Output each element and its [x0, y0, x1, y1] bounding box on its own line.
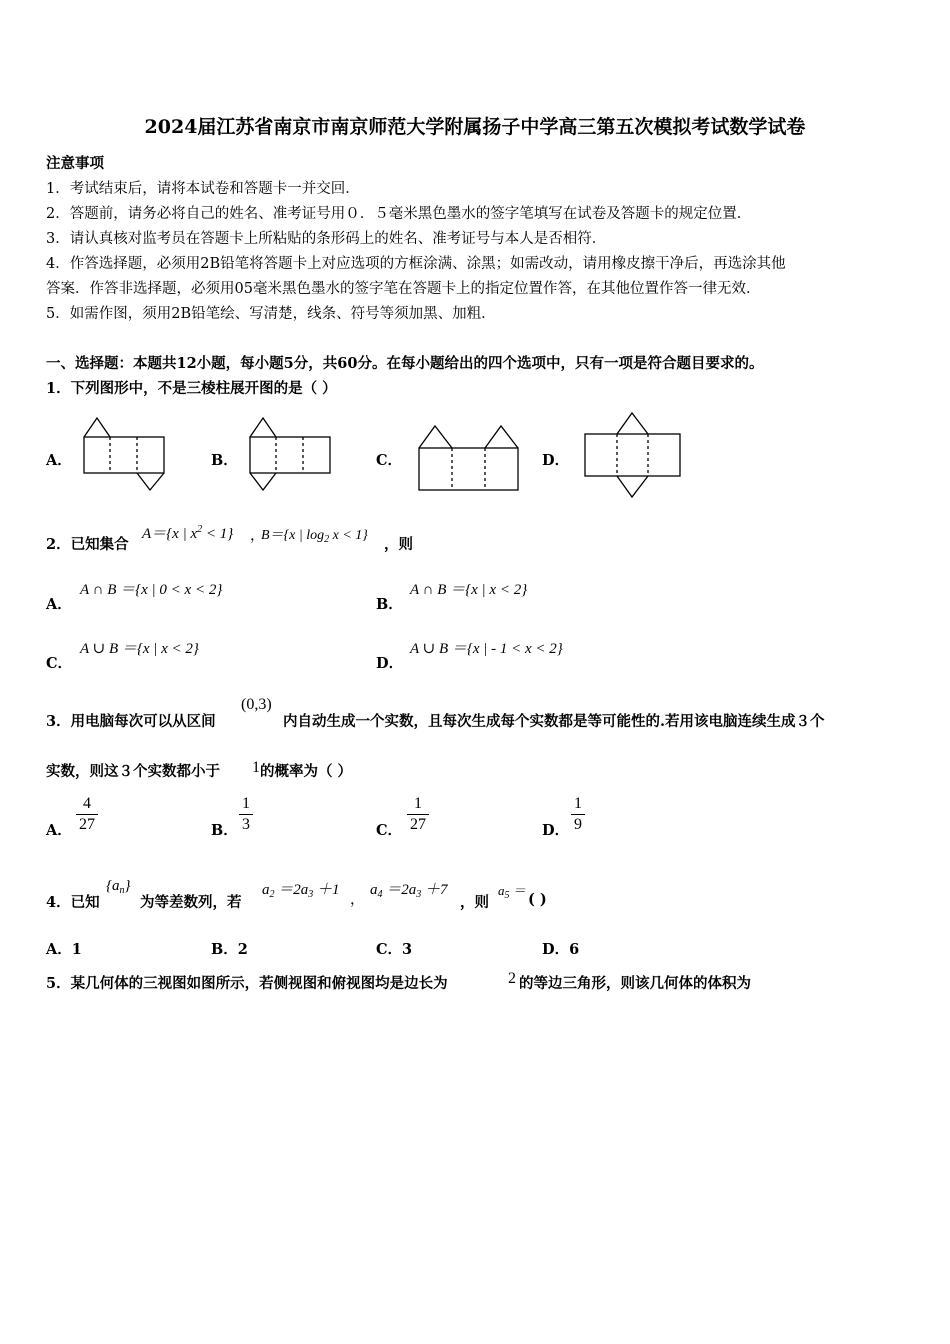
question-1-stem: 1．下列图形中，不是三棱柱展开图的是（ ）: [46, 380, 337, 397]
set-a-expression: A＝{x | $x^2 < 1$}: [142, 524, 234, 542]
q3-option-c-fraction: 1 27: [407, 794, 429, 835]
notice-item: 2．答题前，请务必将自己的姓名、准考证号用０．５毫米黑色墨水的签字笔填写在试卷及答题卡的规定位置．: [46, 206, 752, 222]
notice-item: 4．作答选择题，必须用2B铅笔将答题卡上对应选项的方框涂满、涂黑；如需改动，请用橡皮擦干净后，再选涂其他: [46, 256, 786, 272]
notice-item: 答案．作答非选择题，必须用05毫米黑色墨水的签字笔在答题卡上的指定位置作答，在其他位置作答一律无效．: [46, 281, 761, 297]
question-2-suffix: ，则: [384, 536, 413, 553]
question-3-line1-b: 内自动生成一个实数，且每次生成每个实数都是等可能性的.若用该电脑连续生成３个: [283, 713, 825, 730]
question-4-mid: 为等差数列，若: [140, 894, 242, 911]
question-5-stem-a: 5．某几何体的三视图如图所示，若侧视图和俯视图均是边长为: [46, 975, 448, 992]
question-2-prefix: 2．已知集合: [46, 536, 129, 553]
q3-option-d-fraction: 1 9: [571, 794, 585, 835]
question-3-line2-b: 的概率为（ ）: [260, 763, 353, 780]
a5-symbol: $a_5$ ＝: [498, 883, 526, 901]
q2-option-d-math: A ∪ B ＝{x | - 1 < x < 2}: [410, 641, 563, 657]
q3-option-c-label: C．: [376, 822, 403, 839]
q1-option-d-label: D．: [542, 452, 570, 469]
q2-option-d-label: D．: [376, 655, 404, 672]
q1-option-c-figure: [416, 422, 522, 494]
notice-item: 3．请认真核对监考员在答题卡上所粘贴的条形码上的姓名、准考证号与本人是否相符．: [46, 231, 607, 247]
q1-option-b-figure: [246, 415, 336, 495]
q4-option-b: B．2: [211, 941, 248, 958]
q3-option-d-label: D．: [542, 822, 570, 839]
q2-option-a-label: A．: [46, 596, 72, 613]
q1-option-c-label: C．: [376, 452, 403, 469]
answer-paren: ( ): [528, 891, 547, 908]
question-4-then: ，则: [460, 894, 489, 911]
q2-option-a-math: A ∩ B ＝{x | 0 < x < 2}: [80, 582, 223, 598]
sequence-symbol: $\{a_n\}$: [106, 878, 131, 896]
set-b-expression: B＝{x | $\log_2 x < 1$}: [261, 528, 368, 545]
notice-item: 1．考试结束后，请将本试卷和答题卡一并交回．: [46, 181, 360, 197]
equation-1: $a_2 =2a_3 +1$: [262, 882, 340, 900]
q4-option-d: D．6: [542, 941, 580, 958]
question-5-stem-b: 的等边三角形，则该几何体的体积为: [519, 975, 751, 992]
equation-2: $a_4 =2a_3 +7$: [370, 882, 448, 900]
comma: ，: [250, 528, 265, 544]
q3-option-b-fraction: 1 3: [239, 794, 253, 835]
q1-option-b-label: B．: [211, 452, 238, 469]
page-title: 2024届江苏省南京市南京师范大学附属扬子中学高三第五次模拟考试数学试卷: [144, 116, 806, 138]
notice-item: 5．如需作图，须用2B铅笔绘、写清楚，线条、符号等须加黑、加粗．: [46, 306, 496, 322]
interval: (0,3): [241, 696, 272, 713]
q2-option-b-label: B．: [376, 596, 403, 613]
q1-option-a-label: A．: [46, 452, 72, 469]
q1-option-d-figure: [582, 410, 684, 500]
q2-option-c-label: C．: [46, 655, 73, 672]
q1-option-a-figure: [80, 415, 170, 495]
q2-option-b-math: A ∩ B ＝{x | x < 2}: [410, 582, 528, 598]
section-heading: 一、选择题：本题共12小题，每小题5分，共60分。在每小题给出的四个选项中，只有一项是符合题目要求的。: [46, 355, 764, 372]
question-3-line2-a: 实数，则这３个实数都小于: [46, 763, 220, 780]
question-4-prefix: 4．已知: [46, 894, 100, 911]
q3-option-b-label: B．: [211, 822, 238, 839]
number-two: 2: [508, 970, 516, 987]
number-one: 1: [252, 759, 260, 776]
q2-option-c-math: A ∪ B ＝{x | x < 2}: [80, 641, 199, 657]
q4-option-a: A．1: [46, 941, 82, 958]
question-3-line1-a: 3．用电脑每次可以从区间: [46, 713, 216, 730]
q3-option-a-fraction: 4 27: [76, 794, 98, 835]
comma: ，: [350, 892, 365, 908]
notice-heading: 注意事项: [46, 155, 104, 172]
q4-option-c: C．3: [376, 941, 413, 958]
q3-option-a-label: A．: [46, 822, 72, 839]
